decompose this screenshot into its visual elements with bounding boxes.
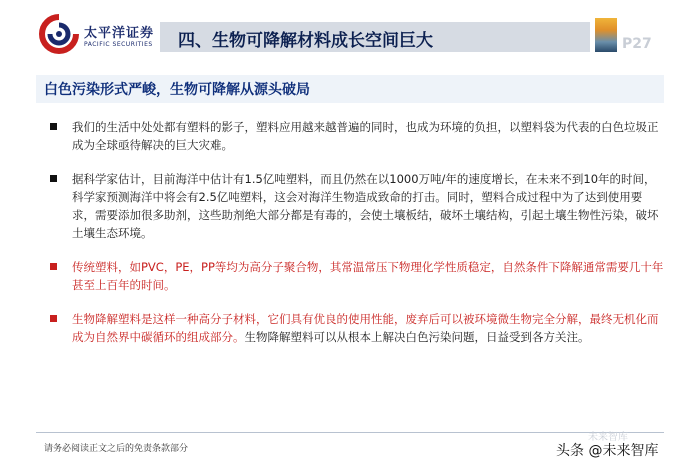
bullet-item-highlighted (44, 310, 664, 346)
slide-header (0, 0, 700, 70)
footer-divider (36, 432, 664, 433)
source-credit: 头条 @未来智库 (556, 443, 659, 459)
title-bar (160, 22, 590, 52)
bullet-text: 生物降解塑料是这样一种高分子材料，它们具有优良的使用性能，废弃后可以被环境微生物完全分解，最终无机化而成为自然界中碳循环的组成部分。 (72, 312, 659, 344)
page-title: 四、生物可降解材料成长空间巨大 (178, 31, 433, 51)
bullet-text: 传统塑料，如PVC，PE，PP等均为高分子聚合物，其常温常压下物理化学性质稳定，自然条件下降解通常需要几十年甚至上百年的时间。 (72, 260, 664, 292)
square-bullet-icon (50, 123, 57, 130)
subtitle-bar (36, 75, 664, 103)
bullet-item (44, 170, 664, 242)
brand-emblem-icon (595, 18, 617, 52)
bullet-item (44, 118, 664, 154)
disclaimer-note: 请务必阅读正文之后的免责条款部分 (44, 444, 189, 454)
page-number: P27 (622, 36, 652, 52)
bullet-list (44, 118, 664, 362)
square-bullet-icon (50, 175, 57, 182)
section-subtitle: 白色污染形式严峻，生物可降解从源头破局 (44, 82, 310, 98)
bullet-text: 据科学家估计，目前海洋中估计有1.5亿吨塑料，而且仍然在以1000万吨/年的速度增长，在未来不到10年的时间，科学家预测海洋中将会有2.5亿吨塑料，这会对海洋生物造成致命的打击。同时，塑料合成过程中为了达到使用要求，需要添加很多助剂，这些助剂绝大部分都是有毒的，会使土壤板结，破坏土壤结构，引起土壤生物性污染，破坏土壤生态环境。 (72, 172, 659, 240)
bullet-item-highlighted (44, 258, 664, 294)
bullet-text: 我们的生活中处处都有塑料的影子，塑料应用越来越普遍的同时，也成为环境的负担，以塑料袋为代表的白色垃圾正成为全球亟待解决的巨大灾难。 (72, 120, 659, 152)
logo-chinese-name: 太平洋证券 (84, 26, 155, 41)
square-bullet-icon (50, 315, 57, 322)
square-bullet-icon (50, 263, 57, 270)
watermark-text: 未来智库 (588, 432, 628, 443)
pacific-securities-logo-icon (38, 14, 80, 54)
bullet-text-continuation: 生物降解塑料可以从根本上解决白色污染问题，日益受到各方关注。 (244, 330, 590, 344)
logo-english-name: PACIFIC SECURITIES (84, 41, 153, 48)
